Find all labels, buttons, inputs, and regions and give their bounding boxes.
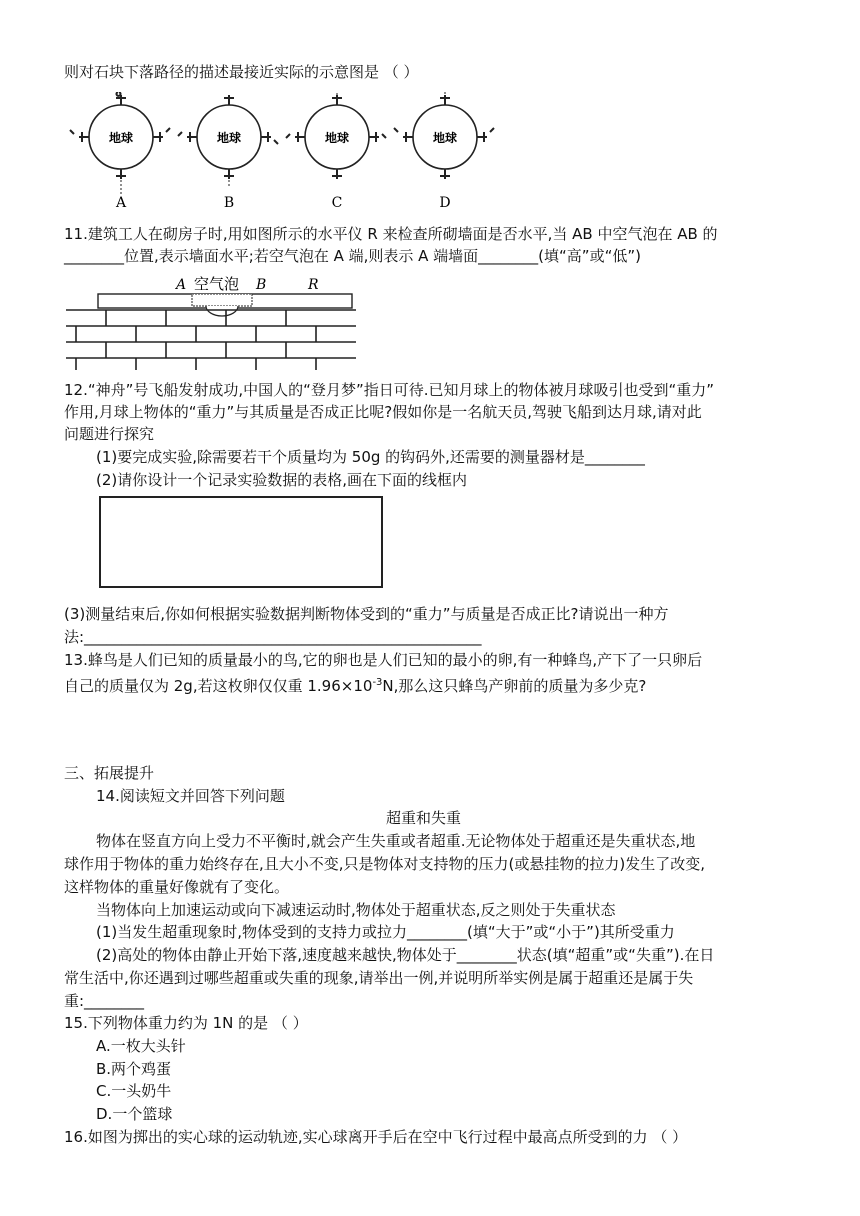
person-bottom-c <box>332 169 342 179</box>
q10-earth-figure <box>66 92 506 212</box>
earth-option-c <box>286 92 386 179</box>
q13-line2-post: N,那么这只蜂鸟产卵前的质量为多少克? <box>382 677 647 695</box>
q14-sub1: (1)当发生超重现象时,物体受到的支持力或拉力________(填“大于”或“小于”)其所受重力 <box>96 923 675 941</box>
q12-sub1: (1)要完成实验,除需要若干个质量均为 50g 的钩码外,还需要的测量器材是________ <box>96 448 645 466</box>
q15-option-d[interactable]: D.一个篮球 <box>96 1105 173 1123</box>
q12-line3: 问题进行探究 <box>64 425 155 443</box>
q11-line2: ________位置,表示墙面水平;若空气泡在 A 端,则表示 A 端墙面________(填“高”或“低”) <box>64 247 641 265</box>
q14-sub2-l1: (2)高处的物体由静止开始下落,速度越来越快,物体处于________状态(填“超重”或“失重”).在日 <box>96 946 715 964</box>
option-label-b: B <box>223 195 235 211</box>
q12-sub2: (2)请你设计一个记录实验数据的表格,画在下面的线框内 <box>96 471 468 489</box>
earth-c-label: 地球 <box>324 131 350 145</box>
q14-intro: 14.阅读短文并回答下列问题 <box>96 787 285 805</box>
person-bottom-b <box>224 169 234 179</box>
q12-sub3-line2: 法:_____________________________________________________ <box>64 628 482 646</box>
person-left-b <box>178 132 197 142</box>
article-title: 超重和失重 <box>386 809 462 827</box>
level-label-r: R <box>308 277 319 293</box>
answer-table-frame[interactable] <box>99 496 383 588</box>
level-tube <box>192 294 252 306</box>
person-top-b <box>224 95 234 105</box>
air-bubble <box>206 306 238 316</box>
person-left-a <box>70 130 89 142</box>
person-bottom-a <box>116 169 126 179</box>
option-label-d: D <box>439 195 451 211</box>
earth-b-label: 地球 <box>216 131 242 145</box>
level-wall-figure <box>66 274 366 370</box>
person-bottom-d <box>440 169 450 179</box>
q12-sub3-line1: (3)测量结束后,你如何根据实验数据判断物体受到的“重力”与质量是否成正比?请说出一种方 <box>64 605 669 623</box>
person-right-a <box>153 128 170 142</box>
q13-line1: 13.蜂鸟是人们已知的质量最小的鸟,它的卵也是人们已知的最小的卵,有一种蜂鸟,产下了一只卵后 <box>64 651 703 669</box>
section3-heading: 三、拓展提升 <box>64 764 155 782</box>
level-label-a: A <box>176 277 187 293</box>
earth-a-label: 地球 <box>108 131 134 145</box>
q15-stem: 15.下列物体重力约为 1N 的是 （ ） <box>64 1014 308 1032</box>
earth-d-label: 地球 <box>432 131 458 145</box>
q12-line1: 12.“神舟”号飞船发射成功,中国人的“登月梦”指日可待.已知月球上的物体被月球吸引也受到“重力” <box>64 381 715 399</box>
article-p1-l2: 球作用于物体的重力始终存在,且大小不变,只是物体对支持物的压力(或悬挂物的拉力)发生了改变, <box>64 855 706 873</box>
q13-exponent: -3 <box>372 677 383 688</box>
person-right-c <box>369 132 386 142</box>
brick-wall <box>66 310 356 370</box>
level-label-bubble: 空气泡 <box>194 275 240 293</box>
earth-option-d <box>394 92 494 179</box>
q12-line2: 作用,月球上物体的“重力”与其质量是否成正比呢?假如你是一名航天员,驾驶飞船到达月球,请对此 <box>64 403 702 421</box>
person-left-c <box>286 132 305 142</box>
q13-line2-pre: 自己的质量仅为 2g,若这枚卵仅仅重 1.96×10 <box>64 677 373 695</box>
person-right-b <box>261 132 278 144</box>
article-p1-l1: 物体在竖直方向上受力不平衡时,就会产生失重或者超重.无论物体处于超重还是失重状态,地 <box>96 832 696 850</box>
option-label-a: A <box>115 195 127 211</box>
q10-stem: 则对石块下落路径的描述最接近实际的示意图是 （ ） <box>64 63 419 81</box>
q15-option-b[interactable]: B.两个鸡蛋 <box>96 1060 172 1078</box>
earth-option-a <box>70 92 170 194</box>
article-p1-l3: 这样物体的重量好像就有了变化。 <box>64 878 290 896</box>
q14-sub2-l3: 重:________ <box>64 992 145 1010</box>
q15-option-c[interactable]: C.一头奶牛 <box>96 1082 172 1100</box>
q15-option-a[interactable]: A.一枚大头针 <box>96 1037 186 1055</box>
person-right-d <box>477 128 494 142</box>
level-label-b: B <box>256 277 267 293</box>
earth-option-b <box>178 95 278 188</box>
option-label-c: C <box>331 195 343 211</box>
person-left-d <box>394 128 413 142</box>
person-top-a <box>116 92 126 105</box>
person-top-c <box>332 95 342 105</box>
q16-stem: 16.如图为掷出的实心球的运动轨迹,实心球离开手后在空中飞行过程中最高点所受到的力 （ ） <box>64 1128 688 1146</box>
q11-line1: 11.建筑工人在砌房子时,用如图所示的水平仪 R 来检查所砌墙面是否水平,当 AB 中空气泡在 AB 的 <box>64 225 718 243</box>
article-p2: 当物体向上加速运动或向下减速运动时,物体处于超重状态,反之则处于失重状态 <box>96 901 616 919</box>
person-top-d <box>440 95 450 105</box>
q13-line2 <box>64 673 646 696</box>
q14-sub2-l2: 常生活中,你还遇到过哪些超重或失重的现象,请举出一例,并说明所举实例是属于超重还是属于失 <box>64 969 694 987</box>
